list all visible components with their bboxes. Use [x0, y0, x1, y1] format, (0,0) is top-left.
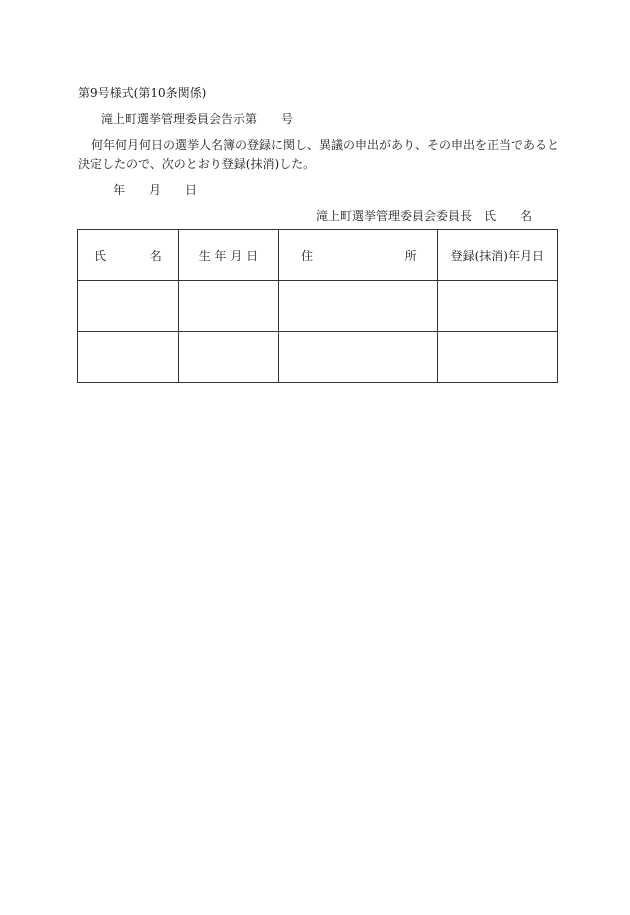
header-name-part-2: 名	[149, 248, 162, 263]
registration-table	[77, 229, 558, 383]
header-name-part-1: 氏	[94, 248, 107, 263]
table-row	[78, 281, 558, 332]
table-cell	[279, 332, 437, 383]
notice-title: 滝上町選挙管理委員会告示第 号	[101, 112, 294, 126]
table-cell	[437, 332, 557, 383]
table-cell	[178, 332, 278, 383]
date-line: 年 月 日	[113, 183, 198, 197]
header-registration-date: 登録(抹消)年月日	[437, 230, 557, 281]
header-address	[279, 230, 437, 281]
header-birth-date: 生 年 月 日	[178, 230, 278, 281]
body-text-line-2: 決定したので、次のとおり登録(抹消)した。	[78, 157, 316, 171]
table-cell	[178, 281, 278, 332]
signer-line: 滝上町選挙管理委員会委員長 氏 名	[316, 209, 533, 223]
header-name	[78, 230, 179, 281]
header-address-part-2: 所	[404, 248, 417, 263]
header-address-part-1: 住	[301, 248, 314, 263]
table-cell	[437, 281, 557, 332]
table-cell	[78, 332, 179, 383]
table-cell	[78, 281, 179, 332]
table-row	[78, 332, 558, 383]
table-cell	[279, 281, 437, 332]
body-text-line-1: 何年何月何日の選挙人名簿の登録に関し、異議の申出があり、その申出を正当であると	[91, 138, 560, 152]
form-label: 第9号様式(第10条関係)	[78, 86, 207, 100]
table-header-row	[78, 230, 558, 281]
